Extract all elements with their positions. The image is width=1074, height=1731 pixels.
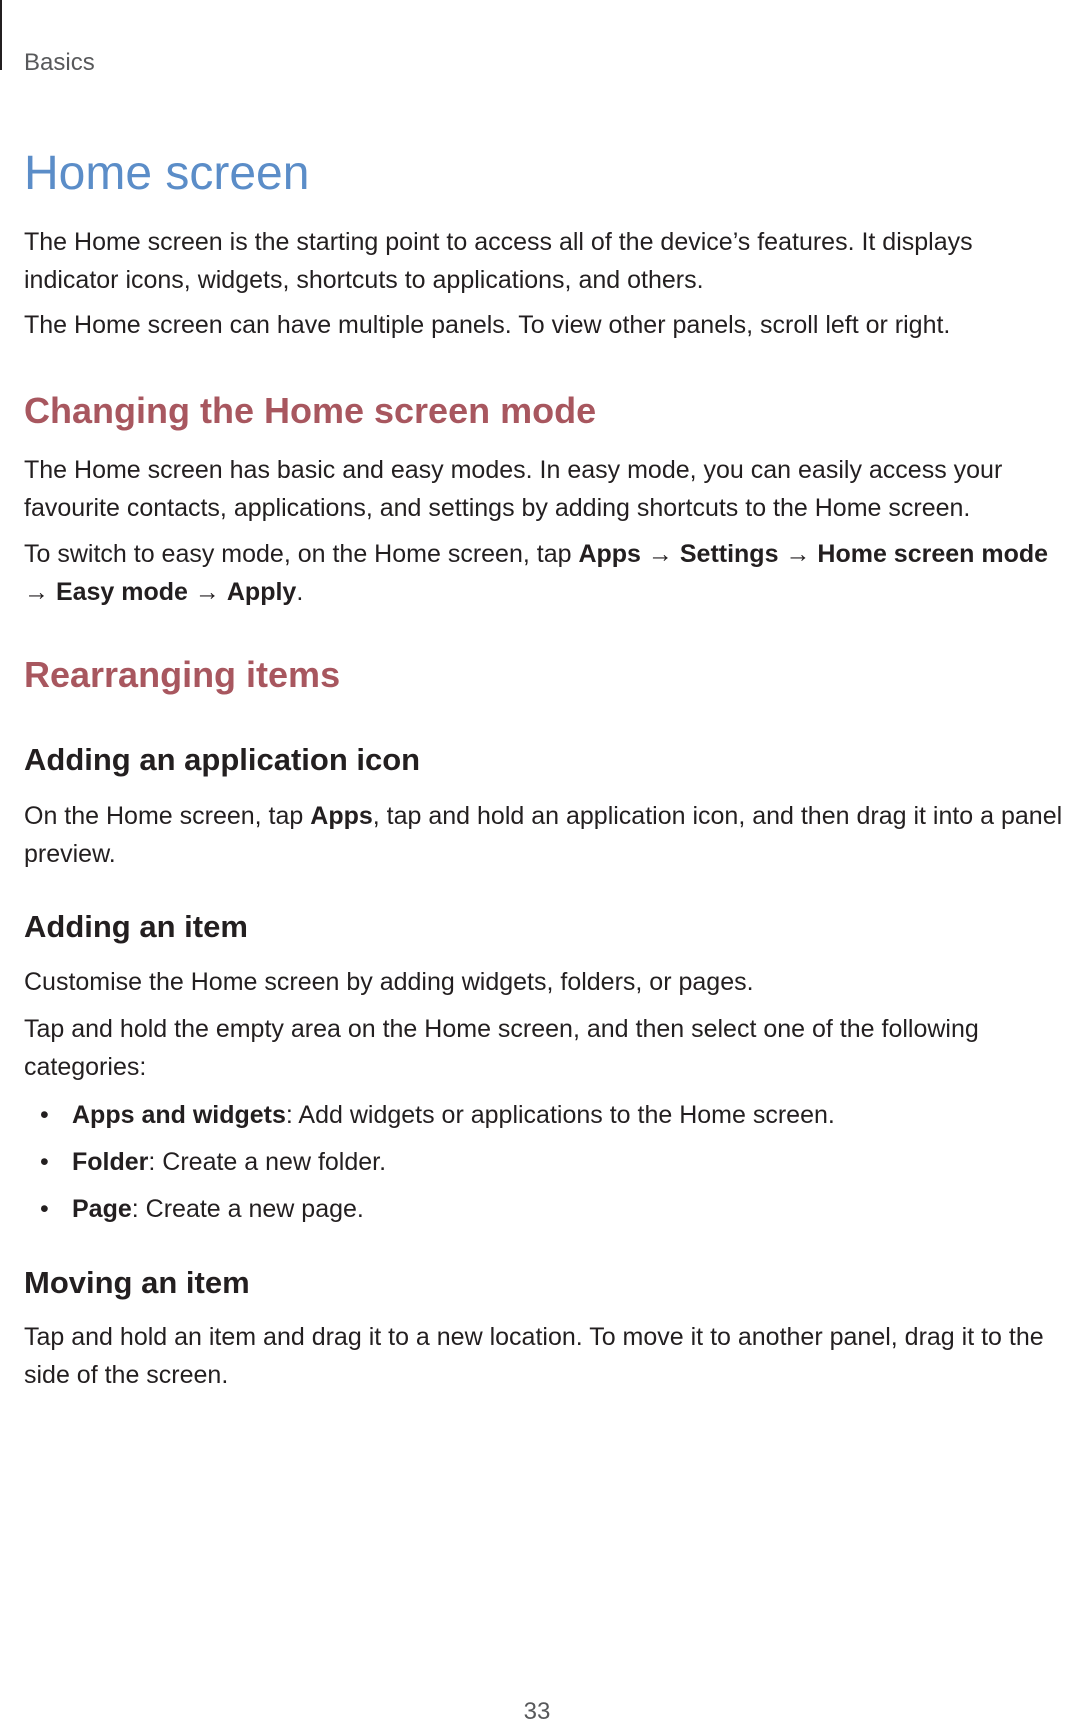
apps-term-2: Apps <box>310 802 373 830</box>
subheading-add-item: Adding an item <box>24 909 248 944</box>
chapter-label: Basics <box>24 49 95 76</box>
arrow-1: → <box>647 540 673 568</box>
subheading-add-icon: Adding an application icon <box>24 742 421 777</box>
mode-paragraph-2 <box>24 535 1070 611</box>
header-edge-line <box>0 0 2 70</box>
bullet-icon: • <box>40 1101 49 1129</box>
add-icon-suffix: , tap and hold an application icon, and then drag it into a panel preview. <box>24 802 1063 868</box>
subheading-move-item: Moving an item <box>24 1265 250 1300</box>
category-list <box>24 1096 1070 1237</box>
settings-term: Settings <box>679 540 779 568</box>
mode-instruction-prefix: To switch to easy mode, on the Home screen, tap <box>24 540 579 568</box>
page-title: Home screen <box>24 147 310 200</box>
bullet-icon: • <box>40 1195 49 1223</box>
section-heading-mode: Changing the Home screen mode <box>24 390 597 431</box>
add-item-paragraph-2: Tap and hold the empty area on the Home screen, and then select one of the following categories: <box>24 1015 979 1081</box>
arrow-4: → <box>194 578 220 606</box>
arrow-3: → <box>24 578 49 606</box>
add-item-paragraph-1: Customise the Home screen by adding widgets, folders, or pages. <box>24 968 754 996</box>
list-item-desc: : Add widgets or applications to the Home screen. <box>285 1101 835 1129</box>
section-heading-rearranging: Rearranging items <box>24 654 341 695</box>
list-item-page <box>24 1190 1070 1237</box>
list-item-desc: : Create a new folder. <box>148 1148 387 1176</box>
list-item-apps-and-widgets <box>24 1096 1070 1143</box>
add-icon-paragraph <box>24 797 1070 873</box>
apply-term: Apply <box>226 578 297 606</box>
add-icon-prefix: On the Home screen, tap <box>24 802 311 830</box>
list-item-term: Apps and widgets <box>72 1101 286 1129</box>
home-screen-mode-term: Home screen mode <box>817 540 1049 568</box>
mode-paragraph-1: The Home screen has basic and easy modes. In easy mode, you can easily access your favourite contacts, applications, and settings by adding shortcuts to the Home screen. <box>24 456 1003 522</box>
list-item-term: Page <box>72 1195 132 1223</box>
intro-paragraph-1: The Home screen is the starting point to access all of the device’s features. It displays indicator icons, widgets, shortcuts to applications, and others. <box>24 228 973 294</box>
list-item-term: Folder <box>72 1148 149 1176</box>
list-item-desc: : Create a new page. <box>131 1195 364 1223</box>
period: . <box>296 578 304 606</box>
list-item-folder <box>24 1143 1070 1190</box>
apps-term: Apps <box>578 540 641 568</box>
intro-paragraph-2: The Home screen can have multiple panels. To view other panels, scroll left or right. <box>24 311 951 339</box>
page-number: 33 <box>523 1698 551 1725</box>
arrow-2: → <box>785 540 811 568</box>
move-item-paragraph: Tap and hold an item and drag it to a new location. To move it to another panel, drag it to the side of the screen. <box>24 1323 1044 1389</box>
easy-mode-term: Easy mode <box>55 578 188 606</box>
bullet-icon: • <box>40 1148 49 1176</box>
